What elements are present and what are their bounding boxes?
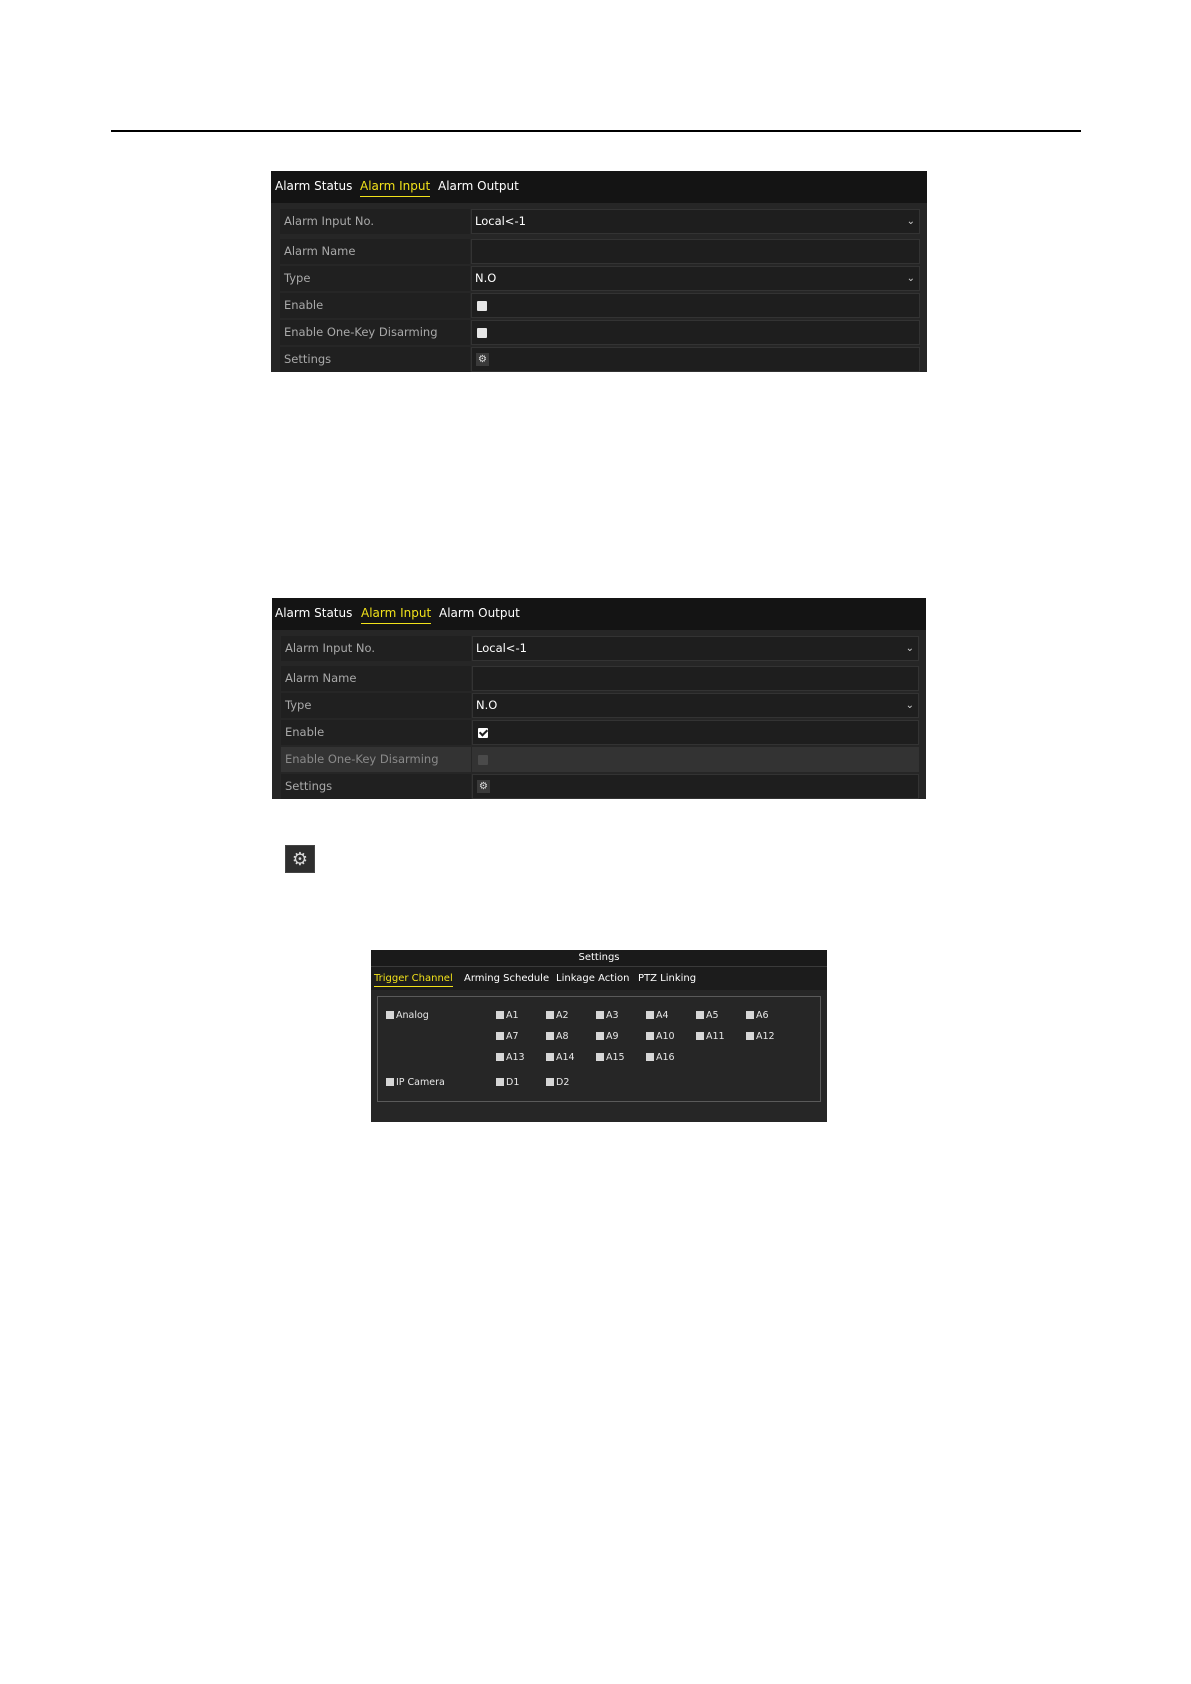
panel-tabs [272, 598, 926, 630]
alarm-input-no-select[interactable] [472, 636, 919, 661]
channel-label: A1 [506, 1010, 519, 1021]
settings-cell [471, 347, 920, 372]
checkbox-square [546, 1032, 554, 1040]
row-enable [280, 293, 920, 318]
row-type [281, 693, 919, 718]
alarm-input-panel-1 [271, 171, 927, 372]
tab-linkage-action[interactable]: Linkage Action [556, 973, 630, 984]
channel-a11[interactable] [696, 1031, 725, 1042]
chevron-down-icon: ⌄ [905, 700, 914, 711]
checkbox-square [496, 1053, 504, 1061]
label-enable: Enable [281, 720, 471, 745]
row-enable [281, 720, 919, 745]
label-type: Type [281, 693, 471, 718]
chevron-down-icon: ⌄ [906, 216, 915, 227]
one-key-disarming-checkbox[interactable] [477, 328, 487, 338]
enable-checkbox[interactable] [477, 301, 487, 311]
dialog-tabs [371, 967, 827, 990]
row-alarm-name [280, 239, 920, 264]
row-settings [280, 347, 920, 372]
channel-a15[interactable] [596, 1052, 625, 1063]
label-alarm-name: Alarm Name [281, 666, 471, 691]
trigger-channel-box [377, 996, 821, 1102]
channel-label: A3 [606, 1010, 619, 1021]
alarm-name-input[interactable] [471, 239, 920, 264]
analog-label: Analog [396, 1010, 429, 1021]
channel-a16[interactable] [646, 1052, 675, 1063]
label-alarm-input-no: Alarm Input No. [281, 636, 471, 661]
one-key-disarming-cell [471, 320, 920, 345]
channel-a9[interactable] [596, 1031, 619, 1042]
channel-label: A15 [606, 1052, 625, 1063]
tab-trigger-channel[interactable]: Trigger Channel [374, 972, 453, 987]
channel-a5[interactable] [696, 1010, 719, 1021]
checkbox-square [596, 1053, 604, 1061]
checkbox-square [496, 1078, 504, 1086]
channel-label: A8 [556, 1031, 569, 1042]
channel-label: A2 [556, 1010, 569, 1021]
tab-alarm-status[interactable]: Alarm Status [275, 606, 353, 620]
chevron-down-icon: ⌄ [906, 273, 915, 284]
checkbox-square [696, 1032, 704, 1040]
type-value: N.O [476, 698, 498, 712]
channel-a4[interactable] [646, 1010, 669, 1021]
channel-a1[interactable] [496, 1010, 519, 1021]
channel-label: A5 [706, 1010, 719, 1021]
alarm-input-no-value: Local<-1 [475, 214, 526, 228]
tab-arming-schedule[interactable]: Arming Schedule [464, 973, 550, 984]
tab-alarm-output[interactable]: Alarm Output [439, 606, 520, 620]
channel-a8[interactable] [546, 1031, 569, 1042]
one-key-disarming-checkbox [478, 755, 488, 765]
channel-a6[interactable] [746, 1010, 769, 1021]
channel-label: A10 [656, 1031, 675, 1042]
chevron-down-icon: ⌄ [905, 643, 914, 654]
settings-cell [472, 774, 919, 799]
alarm-input-panel-2 [272, 598, 926, 799]
channel-label: A16 [656, 1052, 675, 1063]
enable-cell [471, 293, 920, 318]
ip-camera-label: IP Camera [396, 1077, 445, 1088]
checkbox-square [546, 1011, 554, 1019]
channel-a2[interactable] [546, 1010, 569, 1021]
tab-alarm-input[interactable]: Alarm Input [361, 605, 431, 624]
analog-checkbox[interactable] [386, 1010, 429, 1021]
channel-label: A13 [506, 1052, 525, 1063]
channel-a12[interactable] [746, 1031, 775, 1042]
channel-a13[interactable] [496, 1052, 525, 1063]
channel-label: A9 [606, 1031, 619, 1042]
type-value: N.O [475, 271, 497, 285]
checkbox-square [646, 1032, 654, 1040]
type-select[interactable] [471, 266, 920, 291]
channel-label: A4 [656, 1010, 669, 1021]
channel-a7[interactable] [496, 1031, 519, 1042]
ip-camera-checkbox[interactable] [386, 1077, 445, 1088]
channel-d1[interactable] [496, 1077, 519, 1088]
checkbox-square [646, 1011, 654, 1019]
label-one-key-disarming: Enable One-Key Disarming [280, 320, 470, 345]
settings-dialog [371, 950, 827, 1122]
checkbox-square [746, 1011, 754, 1019]
dialog-title: Settings [371, 950, 827, 967]
enable-cell [472, 720, 919, 745]
row-one-key-disarming [280, 320, 920, 345]
alarm-input-no-value: Local<-1 [476, 641, 527, 655]
label-alarm-name: Alarm Name [280, 239, 470, 264]
label-settings: Settings [281, 774, 471, 799]
channel-a10[interactable] [646, 1031, 675, 1042]
row-type [280, 266, 920, 291]
one-key-disarming-cell [472, 747, 919, 772]
channel-label: A12 [756, 1031, 775, 1042]
tab-alarm-status[interactable]: Alarm Status [275, 179, 353, 193]
label-enable: Enable [280, 293, 470, 318]
tab-alarm-input[interactable]: Alarm Input [360, 178, 430, 197]
channel-label: D2 [556, 1077, 570, 1088]
channel-label: A6 [756, 1010, 769, 1021]
checkbox-square [596, 1032, 604, 1040]
checkbox-square [386, 1011, 394, 1019]
label-alarm-input-no: Alarm Input No. [280, 209, 470, 234]
alarm-input-no-select[interactable] [471, 209, 920, 234]
row-settings [281, 774, 919, 799]
checkbox-square [386, 1078, 394, 1086]
enable-checkbox[interactable] [478, 728, 488, 738]
channel-label: D1 [506, 1077, 520, 1088]
gear-icon[interactable]: ⚙ [476, 353, 489, 366]
tab-alarm-output[interactable]: Alarm Output [438, 179, 519, 193]
header-rule [111, 130, 1081, 132]
label-settings: Settings [280, 347, 470, 372]
checkbox-square [546, 1053, 554, 1061]
checkbox-square [496, 1011, 504, 1019]
checkbox-square [596, 1011, 604, 1019]
checkbox-square [546, 1078, 554, 1086]
row-one-key-disarming [281, 747, 919, 772]
checkbox-square [646, 1053, 654, 1061]
row-alarm-input-no [281, 636, 919, 661]
channel-a3[interactable] [596, 1010, 619, 1021]
channel-label: A14 [556, 1052, 575, 1063]
label-one-key-disarming: Enable One-Key Disarming [281, 747, 471, 772]
channel-d2[interactable] [546, 1077, 569, 1088]
gear-icon: ⚙ [285, 845, 315, 873]
channel-label: A7 [506, 1031, 519, 1042]
alarm-name-input[interactable] [472, 666, 919, 691]
checkbox-square [696, 1011, 704, 1019]
type-select[interactable] [472, 693, 919, 718]
panel-tabs [271, 171, 927, 203]
channel-label: A11 [706, 1031, 725, 1042]
tab-ptz-linking[interactable]: PTZ Linking [638, 973, 697, 984]
checkbox-square [496, 1032, 504, 1040]
checkbox-square [746, 1032, 754, 1040]
gear-icon[interactable]: ⚙ [477, 780, 490, 793]
row-alarm-name [281, 666, 919, 691]
row-alarm-input-no [280, 209, 920, 234]
channel-a14[interactable] [546, 1052, 575, 1063]
label-type: Type [280, 266, 470, 291]
